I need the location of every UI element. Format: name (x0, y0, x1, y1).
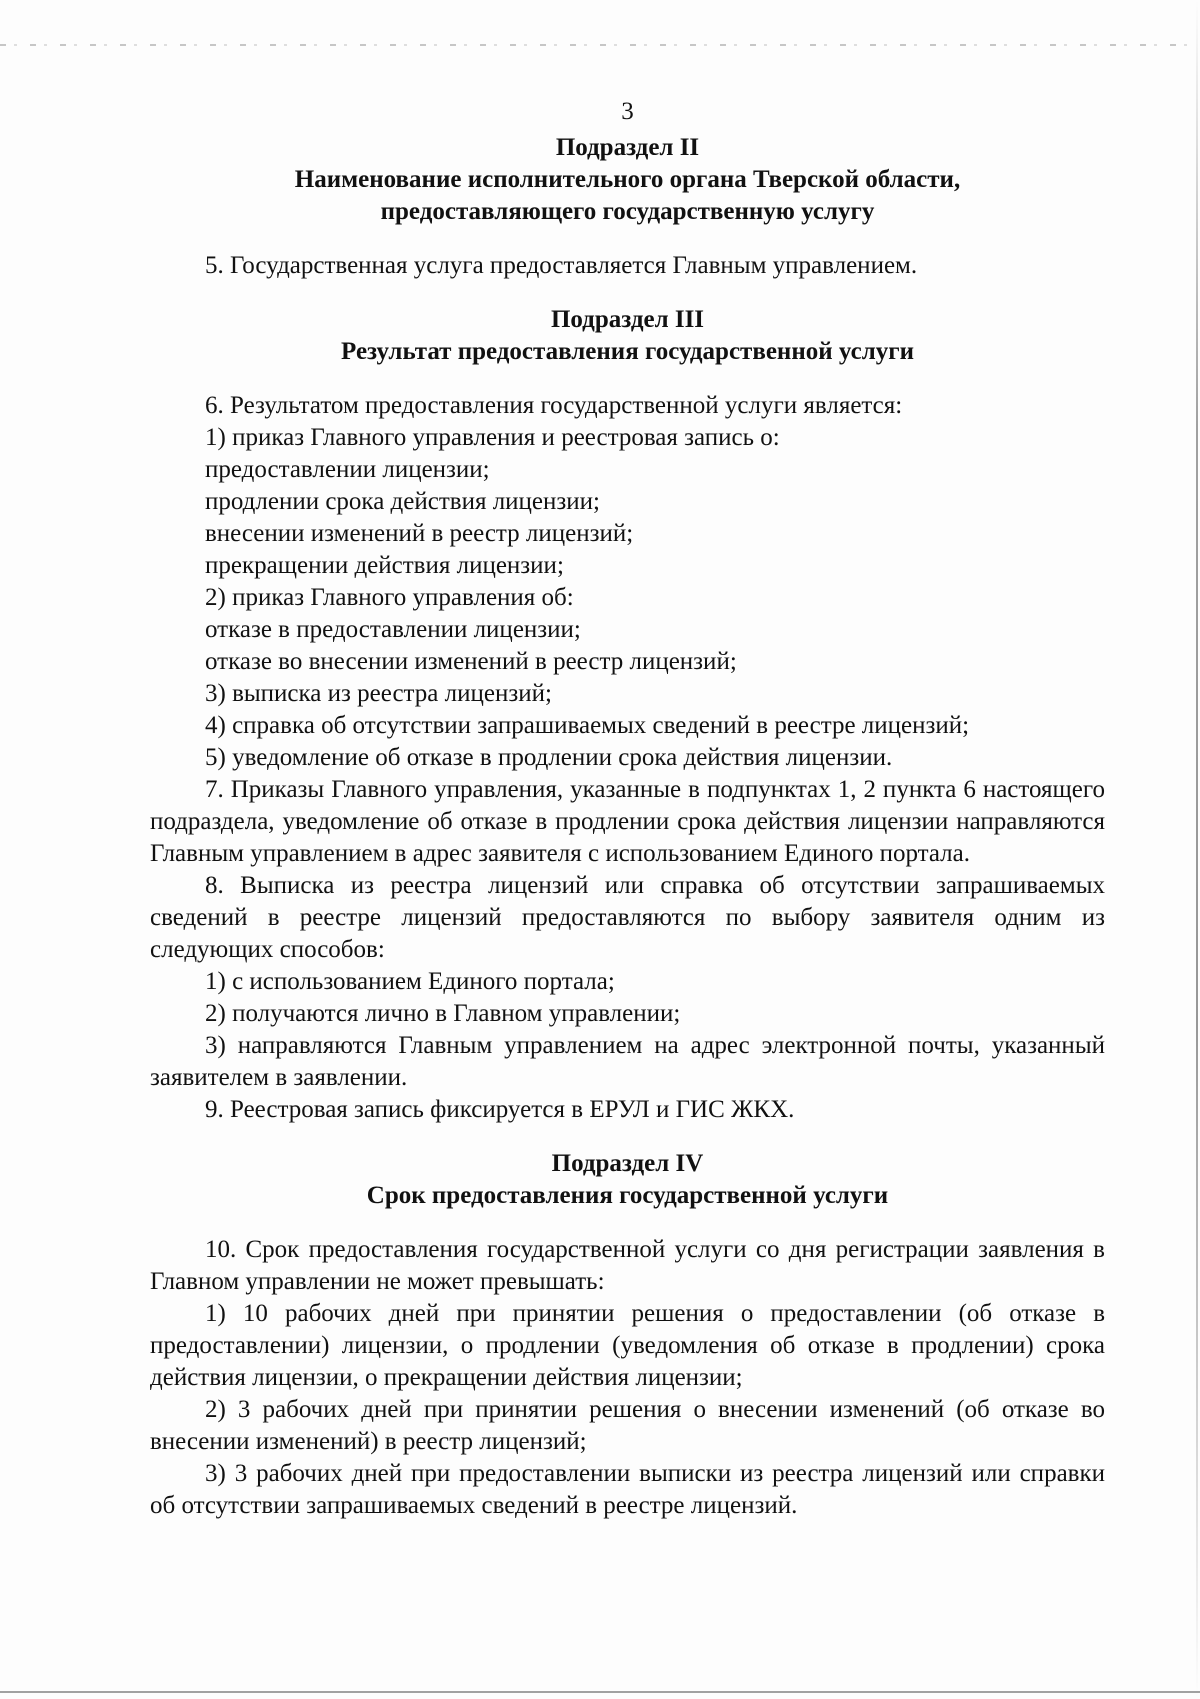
subsection-title-line: Результат предоставления государственной услуги (341, 338, 914, 365)
subsection-heading: Подраздел III (550, 306, 705, 333)
paragraph: прекращении действия лицензии; (205, 552, 564, 579)
paragraph: 2) 3 рабочих дней при принятии решения о внесении изменений (об отказе во внесении изменений) в реестр лицензий; (150, 1396, 1105, 1455)
subsection-title-line: предоставляющего государственную услугу (380, 198, 875, 225)
paragraph: 3) выписка из реестра лицензий; (205, 680, 552, 707)
paragraph: 8. Выписка из реестра лицензий или справка об отсутствии запрашиваемых сведений в реестре лицензий предоставляются по выбору заявителя одним из следующих способов: (150, 872, 1105, 963)
subsection-title-line: Наименование исполнительного органа Тверской области, (294, 166, 961, 193)
paragraph: 4) справка об отсутствии запрашиваемых сведений в реестре лицензий; (205, 712, 970, 739)
subsection-heading: Подраздел IV (551, 1150, 704, 1177)
paragraph: 3) 3 рабочих дней при предоставлении выписки из реестра лицензий или справки об отсутствии запрашиваемых сведений в реестре лицензий. (150, 1460, 1105, 1519)
subsection-4 (150, 1148, 1105, 1522)
paragraph: 1) приказ Главного управления и реестровая запись о: (205, 424, 780, 451)
page-number: 3 (621, 98, 634, 125)
paragraph: 3) направляются Главным управлением на адрес электронной почты, указанный заявителем в заявлении. (150, 1032, 1105, 1091)
paragraph: 5. Государственная услуга предоставляется Главным управлением. (205, 252, 918, 279)
scan-artifact-right (1196, 0, 1198, 1699)
subsection-heading: Подраздел II (555, 134, 700, 161)
scan-artifact-bottom (0, 1691, 1200, 1693)
paragraph: 10. Срок предоставления государственной услуги со дня регистрации заявления в Главном управлении не может превышать: (150, 1236, 1105, 1295)
scan-artifact-top (0, 44, 1200, 46)
paragraph: 1) 10 рабочих дней при принятии решения о предоставлении (об отказе в предоставлении) лицензии, о продлении (уведомления об отказе в продлении) срока действия лицензии, о прекращении действия лицензии; (150, 1300, 1105, 1391)
paragraph: 6. Результатом предоставления государственной услуги является: (205, 392, 903, 419)
paragraph: отказе в предоставлении лицензии; (205, 616, 581, 643)
paragraph: 2) получаются лично в Главном управлении; (205, 1000, 681, 1027)
paragraph: предоставлении лицензии; (205, 456, 490, 483)
paragraph: отказе во внесении изменений в реестр лицензий; (205, 648, 737, 675)
paragraph: внесении изменений в реестр лицензий; (205, 520, 634, 547)
paragraph: 7. Приказы Главного управления, указанные в подпунктах 1, 2 пункта 6 настоящего подраздела, уведомление об отказе в продлении срока действия лицензии направляются Главным управлением в адрес заявителя с использованием Единого портала. (150, 776, 1105, 867)
subsection-2 (150, 132, 1105, 282)
subsection-3 (150, 304, 1105, 1126)
document-body (150, 96, 1105, 1522)
paragraph: 1) с использованием Единого портала; (205, 968, 615, 995)
paragraph: 9. Реестровая запись фиксируется в ЕРУЛ и ГИС ЖКХ. (205, 1096, 795, 1123)
paragraph: 2) приказ Главного управления об: (205, 584, 574, 611)
subsection-title-line: Срок предоставления государственной услуги (366, 1182, 889, 1209)
paragraph: продлении срока действия лицензии; (205, 488, 600, 515)
paragraph: 5) уведомление об отказе в продлении срока действия лицензии. (205, 744, 893, 771)
